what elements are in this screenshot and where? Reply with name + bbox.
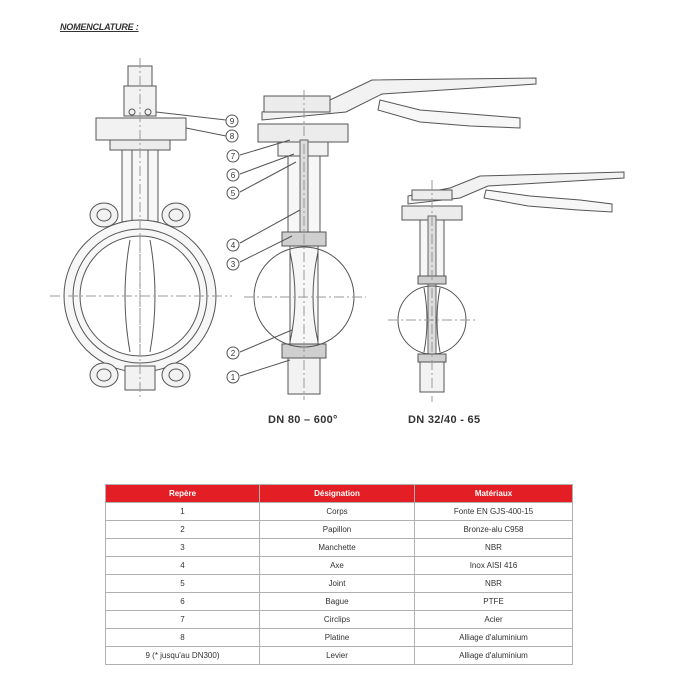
table-row xyxy=(106,611,573,629)
cell-designation: Bague xyxy=(260,593,415,611)
cell-materiau: Inox AISI 416 xyxy=(415,557,573,575)
svg-text:3: 3 xyxy=(230,260,236,269)
cell-designation: Papillon xyxy=(260,521,415,539)
cell-designation: Circlips xyxy=(260,611,415,629)
table-row xyxy=(106,629,573,647)
header-designation: Désignation xyxy=(260,485,415,503)
svg-text:4: 4 xyxy=(230,241,236,250)
svg-text:1: 1 xyxy=(230,373,236,382)
header-materiaux: Matériaux xyxy=(415,485,573,503)
callout-2 xyxy=(227,347,239,359)
cell-repere: 7 xyxy=(106,611,260,629)
table-row xyxy=(106,539,573,557)
cell-repere: 1 xyxy=(106,503,260,521)
table-row xyxy=(106,647,573,665)
nomenclature-table xyxy=(105,484,573,665)
cell-designation: Corps xyxy=(260,503,415,521)
cell-materiau: Alliage d'aluminium xyxy=(415,629,573,647)
callout-8 xyxy=(226,130,238,142)
svg-text:6: 6 xyxy=(230,171,236,180)
callout-7 xyxy=(227,150,239,162)
large-valve-size-label: DN 80 – 600° xyxy=(268,414,338,426)
table-row xyxy=(106,557,573,575)
cell-materiau: Alliage d'aluminium xyxy=(415,647,573,665)
table-header-row xyxy=(106,485,573,503)
cell-repere: 8 xyxy=(106,629,260,647)
small-valve-size-label: DN 32/40 - 65 xyxy=(408,414,481,426)
callout-9 xyxy=(226,115,238,127)
cell-designation: Platine xyxy=(260,629,415,647)
callout-5 xyxy=(227,187,239,199)
cell-repere: 6 xyxy=(106,593,260,611)
cell-repere: 3 xyxy=(106,539,260,557)
cell-designation: Joint xyxy=(260,575,415,593)
callout-3 xyxy=(227,258,239,270)
page-heading: NOMENCLATURE : xyxy=(60,22,139,32)
table-row xyxy=(106,593,573,611)
side-view-large-valve xyxy=(240,78,536,400)
cell-repere: 4 xyxy=(106,557,260,575)
cell-designation: Axe xyxy=(260,557,415,575)
svg-text:2: 2 xyxy=(230,349,236,358)
cell-designation: Levier xyxy=(260,647,415,665)
cell-materiau: NBR xyxy=(415,539,573,557)
cell-materiau: NBR xyxy=(415,575,573,593)
header-repere: Repère xyxy=(106,485,260,503)
cell-repere: 9 (* jusqu'au DN300) xyxy=(106,647,260,665)
svg-text:5: 5 xyxy=(230,189,236,198)
svg-text:9: 9 xyxy=(229,117,235,126)
cell-designation: Manchette xyxy=(260,539,415,557)
table-row xyxy=(106,575,573,593)
front-view-valve xyxy=(50,58,232,400)
cell-materiau: PTFE xyxy=(415,593,573,611)
callout-1 xyxy=(227,371,239,383)
cell-materiau: Bronze-alu C958 xyxy=(415,521,573,539)
callout-6 xyxy=(227,169,239,181)
table-row xyxy=(106,521,573,539)
callout-4 xyxy=(227,239,239,251)
cell-repere: 2 xyxy=(106,521,260,539)
cell-materiau: Fonte EN GJS-400-15 xyxy=(415,503,573,521)
svg-text:7: 7 xyxy=(230,152,236,161)
cell-repere: 5 xyxy=(106,575,260,593)
cell-materiau: Acier xyxy=(415,611,573,629)
table-row xyxy=(106,503,573,521)
side-view-small-valve xyxy=(388,172,624,402)
svg-text:8: 8 xyxy=(229,132,235,141)
